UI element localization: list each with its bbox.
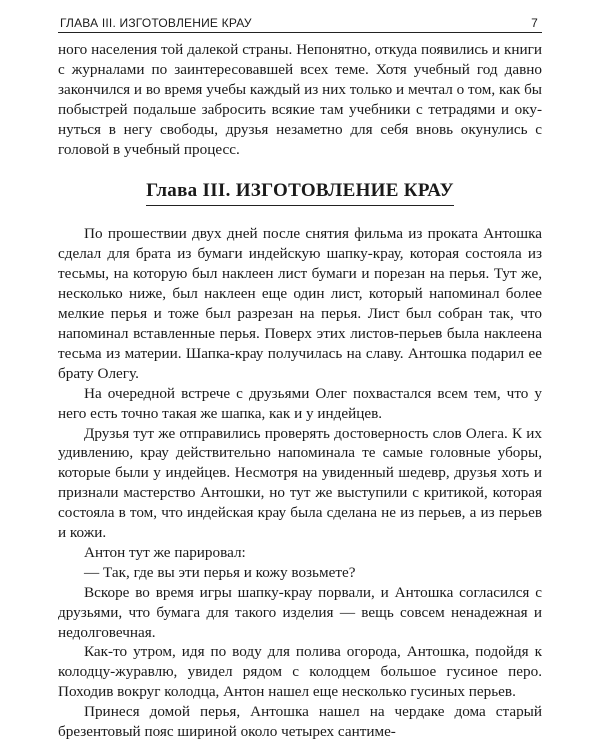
paragraph: Вскоре во время игры шапку-крау порвали, и Антошка согласился с друзьями, что бумага для такого изделия — вещь совсем ненадежная и недолговечная.	[58, 583, 542, 641]
running-title: ГЛАВА III. ИЗГОТОВЛЕНИЕ КРАУ	[60, 16, 252, 30]
running-header	[58, 14, 542, 33]
paragraph: На очередной встрече с друзьями Олег похвастался всем тем, что у него есть точно такая же шапка, как и у индейцев.	[58, 384, 542, 422]
paragraph: По прошествии двух дней после снятия фильма из проката Антошка сделал для брата из бумаги индейскую шапку-крау, которая состояла из тесьмы, на которую был наклеен лист бумаги и порезан на перья. Тут же, несколько ниже, был наклеен еще один лист, который напоминал более мелкие перья и тоже был разрезан на перья. Лист был собран так, что напоминал вставленные перья. Поверх этих листов-перьев была наклеена тесьма из материи. Шапка-крау получилась на славу. Антошка подарил ее брату Олегу.	[58, 225, 542, 382]
paragraph: Принеся домой перья, Антошка нашел на чердаке дома старый брезентовый пояс шириной около четырех сантиме-	[58, 703, 542, 741]
paragraph: Как-то утром, идя по воду для полива огорода, Антошка, подойдя к колодцу-журавлю, увидел рядом с колодцем большое гусиное перо. Походив вокруг колодца, Антон нашел еще несколько гусиных перьев.	[58, 643, 542, 701]
chapter-title: Глава III. ИЗГОТОВЛЕНИЕ КРАУ	[146, 179, 454, 206]
page-number: 7	[531, 16, 538, 30]
paragraph: Антон тут же парировал:	[84, 543, 246, 561]
paragraph: — Так, где вы эти перья и кожу возьмете?	[84, 563, 356, 581]
intro-paragraph: ного населения той далекой страны. Непонятно, откуда появились и книги с журналами по заинтересовавшей всех теме. Хотя учебный год давно закончился и во время учебы каждый из них только и мечтал о том, как бы побыстрей подальше забросить всякие там учебники с тетрадями и окунуться в негу свободы, друзья незаметно для себя вновь окунулись с головой в учебный процесс.	[58, 41, 543, 158]
page-body	[58, 40, 542, 742]
paragraph: Друзья тут же отправились проверять достоверность слов Олега. К их удивлению, крау действительно напоминала те самые головные уборы, которые были у индейцев. Несмотря на увиденный шедевр, друзья хоть и признали мастерство Антошки, но тут же выступили с критикой, которая состояла в том, что индейская крау была сделана не из перьев, а из перьев и кожи.	[58, 424, 542, 542]
chapter-heading	[58, 179, 542, 206]
